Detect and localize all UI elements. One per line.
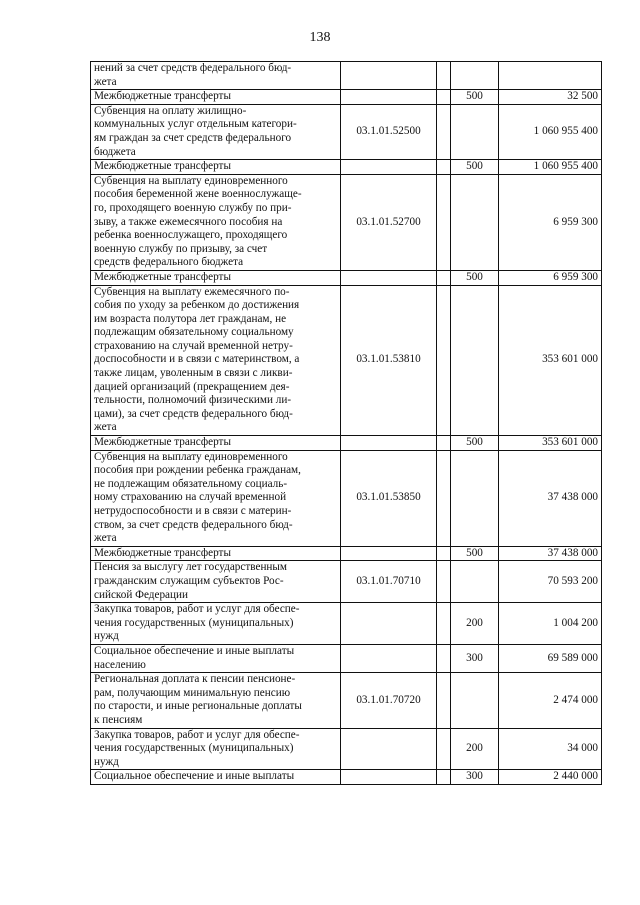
amount-cell: 353 601 000 [499, 285, 602, 436]
expense-type-cell: 500 [451, 436, 499, 451]
expense-name-line: по старости, и иные региональные доплаты [94, 700, 302, 713]
group-cell [437, 603, 451, 645]
target-article-cell [341, 270, 437, 285]
expense-name-line: Социальное обеспечение и иные выплаты [94, 644, 295, 657]
budget-table [90, 61, 602, 785]
expense-name-cell [91, 160, 341, 175]
table-row [91, 104, 602, 159]
amount-cell: 37 438 000 [499, 546, 602, 561]
expense-type-cell: 300 [451, 644, 499, 672]
group-cell [437, 90, 451, 105]
group-cell [437, 673, 451, 728]
table-row [91, 90, 602, 105]
expense-name-cell [91, 644, 341, 672]
expense-name-line: нетрудоспособности и в связи с материн- [94, 505, 292, 517]
expense-name-line: им возраста полутора лет гражданам, не [94, 312, 287, 325]
target-article-cell: 03.1.01.53850 [341, 450, 437, 546]
expense-name-line: коммунальных услуг отдельным категори- [94, 118, 297, 131]
group-cell [437, 561, 451, 603]
target-article-cell [341, 436, 437, 451]
table-row [91, 436, 602, 451]
target-article-cell [341, 546, 437, 561]
table-row [91, 644, 602, 672]
target-article-cell [341, 90, 437, 105]
amount-cell: 6 959 300 [499, 174, 602, 270]
expense-name-line: сийской Федерации [94, 588, 188, 601]
expense-type-cell: 500 [451, 270, 499, 285]
amount-cell: 69 589 000 [499, 644, 602, 672]
expense-name-line: пособия при рождении ребенка гражданам, [94, 464, 301, 477]
expense-name-cell [91, 174, 341, 270]
expense-name-line: Межбюджетные трансферты [94, 90, 231, 103]
expense-name-line: страхованию на случай временной нетру- [94, 339, 293, 352]
group-cell [437, 728, 451, 770]
amount-cell: 37 438 000 [499, 450, 602, 546]
expense-name-line: ребенка военнослужащего, проходящего [94, 229, 288, 242]
target-article-cell: 03.1.01.52700 [341, 174, 437, 270]
table-row [91, 160, 602, 175]
amount-cell: 2 440 000 [499, 770, 602, 785]
expense-name-cell [91, 436, 341, 451]
target-article-cell: 03.1.01.53810 [341, 285, 437, 436]
expense-name-cell [91, 770, 341, 785]
table-row [91, 561, 602, 603]
expense-name-line: Социальное обеспечение и иные выплаты [94, 770, 295, 783]
expense-name-cell [91, 90, 341, 105]
group-cell [437, 770, 451, 785]
target-article-cell [341, 62, 437, 90]
expense-name-line: не подлежащим обязательному социаль- [94, 477, 288, 490]
expense-name-line: нений за счет средств федерального бюд- [94, 62, 292, 74]
expense-type-cell [451, 450, 499, 546]
expense-type-cell [451, 561, 499, 603]
group-cell [437, 546, 451, 561]
expense-name-line: Межбюджетные трансферты [94, 546, 231, 559]
expense-name-cell [91, 104, 341, 159]
target-article-cell [341, 603, 437, 645]
expense-name-line: ям граждан за счет средств федерального [94, 131, 292, 144]
expense-name-line: цами), за счет средств федерального бюд- [94, 407, 293, 420]
expense-name-line: чения государственных (муниципальных) [94, 742, 294, 755]
group-cell [437, 285, 451, 436]
expense-name-line: населению [94, 658, 146, 671]
amount-cell: 32 500 [499, 90, 602, 105]
table-row [91, 270, 602, 285]
expense-type-cell [451, 62, 499, 90]
expense-name-line: го, проходящего военную службу по при- [94, 201, 292, 214]
group-cell [437, 174, 451, 270]
expense-type-cell: 300 [451, 770, 499, 785]
budget-table-body [91, 62, 602, 785]
expense-name-cell [91, 546, 341, 561]
expense-name-cell [91, 285, 341, 436]
expense-name-line: Субвенция на оплату жилищно- [94, 104, 247, 117]
expense-name-line: подлежащим обязательному социальному [94, 326, 294, 339]
expense-name-line: жета [94, 75, 117, 88]
amount-cell: 34 000 [499, 728, 602, 770]
expense-name-line: Межбюджетные трансферты [94, 160, 231, 173]
amount-cell: 353 601 000 [499, 436, 602, 451]
target-article-cell [341, 160, 437, 175]
expense-name-line: Субвенция на выплату единовременного [94, 174, 288, 187]
expense-name-line: Межбюджетные трансферты [94, 270, 231, 283]
expense-name-line: тельности, полномочий физическими ли- [94, 394, 292, 407]
expense-name-line: бюджета [94, 145, 136, 158]
group-cell [437, 436, 451, 451]
amount-cell: 70 593 200 [499, 561, 602, 603]
group-cell [437, 644, 451, 672]
expense-name-line: Закупка товаров, работ и услуг для обеспе- [94, 603, 300, 616]
table-row [91, 546, 602, 561]
expense-name-line: ному страхованию на случай временной [94, 491, 287, 504]
target-article-cell [341, 728, 437, 770]
target-article-cell: 03.1.01.52500 [341, 104, 437, 159]
group-cell [437, 104, 451, 159]
expense-type-cell [451, 174, 499, 270]
target-article-cell [341, 770, 437, 785]
expense-type-cell: 500 [451, 90, 499, 105]
expense-name-cell [91, 728, 341, 770]
expense-name-line: рам, получающим минимальную пенсию [94, 686, 291, 699]
expense-name-line: средств федерального бюджета [94, 256, 244, 269]
page-number: 138 [309, 30, 331, 45]
target-article-cell: 03.1.01.70720 [341, 673, 437, 728]
expense-name-line: жета [94, 421, 117, 434]
expense-name-line: военную службу по призыву, за счет [94, 242, 268, 255]
amount-cell: 6 959 300 [499, 270, 602, 285]
expense-name-line: гражданским служащим субъектов Рос- [94, 574, 284, 587]
expense-name-line: нужд [94, 755, 119, 768]
expense-name-line: к пенсиям [94, 713, 143, 726]
group-cell [437, 160, 451, 175]
expense-type-cell: 200 [451, 728, 499, 770]
expense-name-cell [91, 270, 341, 285]
table-row [91, 603, 602, 645]
expense-name-line: дацией организаций (прекращением дея- [94, 380, 290, 393]
expense-type-cell: 500 [451, 160, 499, 175]
expense-name-line: доспособности и в связи с материнством, а [94, 353, 300, 366]
expense-name-line: Субвенция на выплату ежемесячного по- [94, 285, 290, 298]
amount-cell: 1 060 955 400 [499, 160, 602, 175]
table-row [91, 62, 602, 90]
expense-name-cell [91, 673, 341, 728]
expense-name-cell [91, 561, 341, 603]
table-row [91, 728, 602, 770]
table-row [91, 450, 602, 546]
expense-name-line: Межбюджетные трансферты [94, 436, 231, 449]
expense-type-cell [451, 104, 499, 159]
expense-name-line: чения государственных (муниципальных) [94, 616, 294, 629]
expense-name-cell [91, 62, 341, 90]
expense-name-line: Региональная доплата к пенсии пенсионе- [94, 673, 296, 686]
expense-name-line: нужд [94, 630, 119, 643]
expense-name-cell [91, 603, 341, 645]
expense-type-cell [451, 673, 499, 728]
group-cell [437, 270, 451, 285]
expense-name-line: собия по уходу за ребенком до достижения [94, 299, 300, 312]
group-cell [437, 450, 451, 546]
target-article-cell [341, 644, 437, 672]
expense-type-cell: 200 [451, 603, 499, 645]
amount-cell: 2 474 000 [499, 673, 602, 728]
amount-cell: 1 060 955 400 [499, 104, 602, 159]
expense-type-cell: 500 [451, 546, 499, 561]
expense-name-cell [91, 450, 341, 546]
target-article-cell: 03.1.01.70710 [341, 561, 437, 603]
amount-cell: 1 004 200 [499, 603, 602, 645]
table-row [91, 673, 602, 728]
expense-name-line: Закупка товаров, работ и услуг для обеспе- [94, 728, 300, 741]
expense-name-line: также лицам, уволенным в связи с ликви- [94, 367, 293, 380]
amount-cell [499, 62, 602, 90]
expense-name-line: зыву, а также ежемесячного пособия на [94, 215, 283, 228]
expense-name-line: Субвенция на выплату единовременного [94, 450, 288, 463]
expense-name-line: жета [94, 532, 117, 545]
group-cell [437, 62, 451, 90]
table-row [91, 285, 602, 436]
expense-type-cell [451, 285, 499, 436]
expense-name-line: Пенсия за выслугу лет государственным [94, 561, 288, 574]
expense-name-line: ством, за счет средств федерального бюд- [94, 518, 293, 531]
table-row [91, 770, 602, 785]
table-row [91, 174, 602, 270]
expense-name-line: пособия беременной жене военнослужаще- [94, 188, 302, 201]
